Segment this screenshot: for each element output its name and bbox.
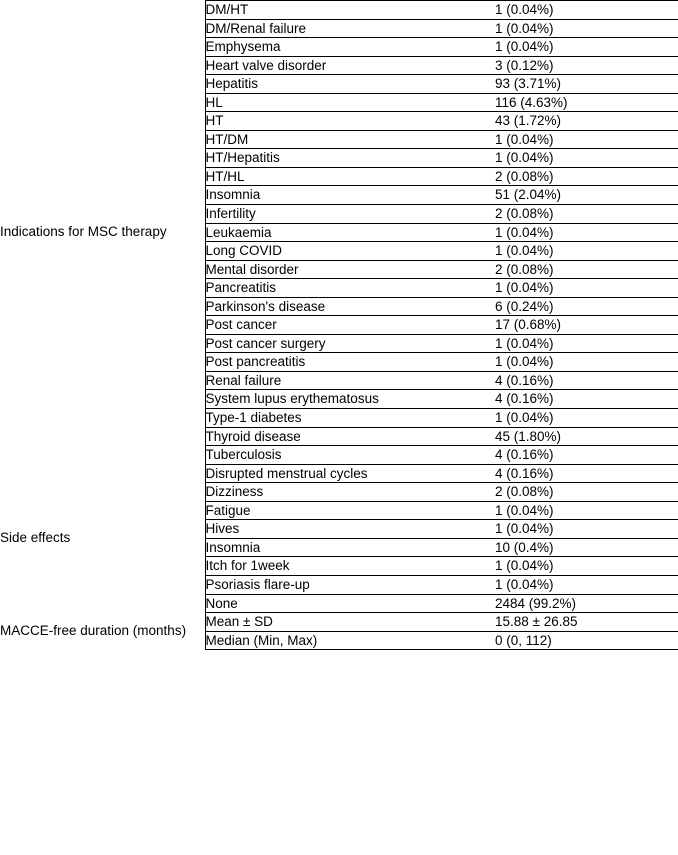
row-value: 1 (0.04%) [495, 242, 678, 261]
row-category-label: Dizziness [205, 483, 495, 502]
row-value: 1 (0.04%) [495, 1, 678, 20]
row-value: 1 (0.04%) [495, 575, 678, 594]
row-value: 3 (0.12%) [495, 56, 678, 75]
row-category-label: Tuberculosis [205, 446, 495, 465]
row-value: 1 (0.04%) [495, 501, 678, 520]
row-category-label: Long COVID [205, 242, 495, 261]
row-value: 93 (3.71%) [495, 75, 678, 94]
row-category-label: Mean ± SD [205, 613, 495, 632]
row-value: 43 (1.72%) [495, 112, 678, 131]
row-value: 1 (0.04%) [495, 353, 678, 372]
table-row [0, 464, 678, 483]
row-category-label: HT [205, 112, 495, 131]
row-value: 4 (0.16%) [495, 371, 678, 390]
row-group-label: Side effects [0, 464, 205, 612]
row-value: 1 (0.04%) [495, 520, 678, 539]
row-category-label: Post pancreatitis [205, 353, 495, 372]
row-category-label: Post cancer [205, 316, 495, 335]
row-value: 15.88 ± 26.85 [495, 613, 678, 632]
row-value: 4 (0.16%) [495, 446, 678, 465]
row-value: 1 (0.04%) [495, 334, 678, 353]
row-category-label: Fatigue [205, 501, 495, 520]
row-value: 2484 (99.2%) [495, 594, 678, 613]
row-value: 2 (0.08%) [495, 205, 678, 224]
row-category-label: Hepatitis [205, 75, 495, 94]
row-category-label: Infertility [205, 205, 495, 224]
row-value: 2 (0.08%) [495, 260, 678, 279]
row-value: 116 (4.63%) [495, 93, 678, 112]
row-category-label: Parkinson's disease [205, 297, 495, 316]
table-row [0, 1, 678, 20]
row-category-label: Post cancer surgery [205, 334, 495, 353]
row-group-label: Indications for MSC therapy [0, 1, 205, 465]
row-category-label: Emphysema [205, 38, 495, 57]
row-category-label: Renal failure [205, 371, 495, 390]
row-category-label: HL [205, 93, 495, 112]
row-value: 2 (0.08%) [495, 483, 678, 502]
row-value: 1 (0.04%) [495, 557, 678, 576]
row-category-label: Insomnia [205, 186, 495, 205]
row-value: 1 (0.04%) [495, 409, 678, 428]
table-body [0, 1, 678, 650]
row-value: 4 (0.16%) [495, 390, 678, 409]
row-value: 4 (0.16%) [495, 464, 678, 483]
row-category-label: DM/HT [205, 1, 495, 20]
table-row [0, 613, 678, 632]
row-category-label: Median (Min, Max) [205, 631, 495, 650]
row-category-label: Thyroid disease [205, 427, 495, 446]
row-value: 6 (0.24%) [495, 297, 678, 316]
row-value: 0 (0, 112) [495, 631, 678, 650]
row-category-label: Pancreatitis [205, 279, 495, 298]
row-value: 10 (0.4%) [495, 538, 678, 557]
row-category-label: Disrupted menstrual cycles [205, 464, 495, 483]
row-value: 2 (0.08%) [495, 167, 678, 186]
row-category-label: HT/Hepatitis [205, 149, 495, 168]
row-category-label: Mental disorder [205, 260, 495, 279]
row-category-label: None [205, 594, 495, 613]
row-value: 1 (0.04%) [495, 279, 678, 298]
row-value: 51 (2.04%) [495, 186, 678, 205]
row-value: 17 (0.68%) [495, 316, 678, 335]
row-category-label: Itch for 1week [205, 557, 495, 576]
row-category-label: DM/Renal failure [205, 19, 495, 38]
row-category-label: Type-1 diabetes [205, 409, 495, 428]
row-category-label: Hives [205, 520, 495, 539]
row-category-label: HT/HL [205, 167, 495, 186]
row-group-label: MACCE-free duration (months) [0, 613, 205, 650]
row-category-label: Insomnia [205, 538, 495, 557]
row-value: 1 (0.04%) [495, 149, 678, 168]
row-category-label: Heart valve disorder [205, 56, 495, 75]
row-value: 1 (0.04%) [495, 223, 678, 242]
row-category-label: System lupus erythematosus [205, 390, 495, 409]
row-value: 45 (1.80%) [495, 427, 678, 446]
row-category-label: Leukaemia [205, 223, 495, 242]
row-value: 1 (0.04%) [495, 130, 678, 149]
row-category-label: HT/DM [205, 130, 495, 149]
row-category-label: Psoriasis flare-up [205, 575, 495, 594]
row-value: 1 (0.04%) [495, 38, 678, 57]
row-value: 1 (0.04%) [495, 19, 678, 38]
